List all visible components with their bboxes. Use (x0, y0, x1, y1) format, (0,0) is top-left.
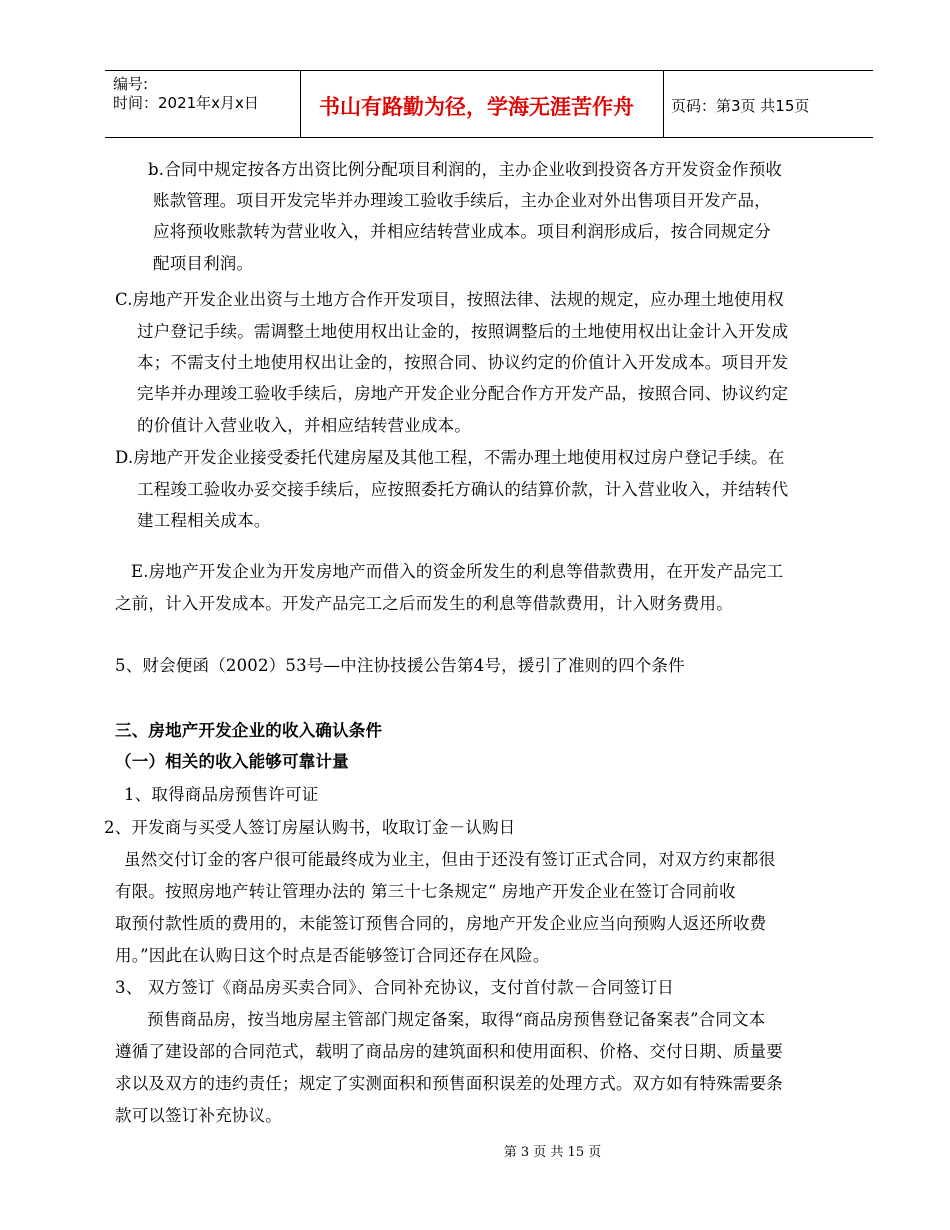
doc-number: 编号: (113, 75, 149, 93)
subsection-1-title: （一）相关的收入能够可靠计量 (115, 752, 349, 771)
doc-time: 时间：2021年x月x日 (113, 94, 259, 112)
paragraph-e-line-1: E.房地产开发企业为开发房地产而借入的资金所发生的利息等借款费用，在开发产品完工 (131, 562, 784, 581)
footer (0, 1141, 950, 1160)
header-page-number: 页码：第3页 共15页 (671, 97, 810, 115)
paragraph-c-line-5: 的价值计入营业收入，并相应结转营业成本。 (137, 416, 471, 435)
paragraph-b-line-2: 账款管理。项目开发完毕并办理竣工验收手续后，主办企业对外出售项目开发产品， (153, 191, 771, 210)
motto: 书山有路勤为径，学海无涯苦作舟 (319, 95, 634, 119)
step-2: 2、开发商与买受人签订房屋认购书，收取订金－认购日 (104, 818, 516, 837)
paragraph-3-line-1: 预售商品房，按当地房屋主管部门规定备案，取得“商品房预售登记备案表”合同文本 (147, 1010, 766, 1029)
paragraph-2-line-1: 虽然交付订金的客户很可能最终成为业主，但由于还没有签订正式合同，对双方约束都很 (124, 850, 776, 869)
paragraph-2-line-3: 取预付款性质的费用的，未能签订预售合同的，房地产开发企业应当向预购人返还所收费 (115, 914, 767, 933)
paragraph-c-line-4: 完毕并办理竣工验收手续后，房地产开发企业分配合作方开发产品，按照合同、协议约定 (137, 384, 789, 403)
paragraph-d-line-1: D.房地产开发企业接受委托代建房屋及其他工程，不需办理土地使用权过房户登记手续。在 (115, 448, 785, 467)
paragraph-c-line-3: 本；不需支付土地使用权出让金的，按照合同、协议约定的价值计入开发成本。项目开发 (137, 353, 789, 372)
paragraph-3-line-4: 款可以签订补充协议。 (115, 1106, 282, 1125)
item-5: 5、财会便函（2002）53号—中注协技援公告第4号，援引了准则的四个条件 (115, 656, 685, 675)
paragraph-e-line-2: 之前，计入开发成本。开发产品完工之后而发生的利息等借款费用，计入财务费用。 (115, 594, 733, 613)
paragraph-b-line-4: 配项目利润。 (153, 254, 254, 273)
footer-page-number: 第 3 页 共 15 页 (503, 1145, 602, 1160)
paragraph-d-line-2: 工程竣工验收办妥交接手续后，应按照委托方确认的结算价款，计入营业收入，并结转代 (137, 480, 789, 499)
header-page-cell (663, 71, 873, 137)
header-meta-cell (105, 71, 300, 137)
step-3: 3、 双方签订《商品房买卖合同》、合同补充协议，支付首付款－合同签订日 (115, 978, 674, 997)
paragraph-d-line-3: 建工程相关成本。 (137, 511, 271, 530)
header-table (105, 70, 873, 138)
header-motto-cell (300, 71, 664, 137)
paragraph-2-line-2: 有限。按照房地产转让管理办法的 第三十七条规定“ 房地产开发企业在签订合同前收 (115, 882, 736, 901)
paragraph-b-line-1: b.合同中规定按各方出资比例分配项目利润的，主办企业收到投资各方开发资金作预收 (148, 160, 783, 179)
section-3-title: 三、房地产开发企业的收入确认条件 (115, 721, 383, 740)
paragraph-2-line-4: 用。”因此在认购日这个时点是否能够签订合同还存在风险。 (115, 946, 550, 965)
paragraph-3-line-2: 遵循了建设部的合同范式，载明了商品房的建筑面积和使用面积、价格、交付日期、质量要 (115, 1042, 783, 1061)
paragraph-c-line-1: C.房地产开发企业出资与土地方合作开发项目，按照法律、法规的规定，应办理土地使用权 (115, 290, 784, 309)
paragraph-c-line-2: 过户登记手续。需调整土地使用权出让金的，按照调整后的土地使用权出让金计入开发成 (137, 322, 789, 341)
paragraph-3-line-3: 求以及双方的违约责任；规定了实测面积和预售面积误差的处理方式。双方如有特殊需要条 (115, 1074, 783, 1093)
step-1: 1、取得商品房预售许可证 (124, 785, 319, 804)
paragraph-b-line-3: 应将预收账款转为营业收入，并相应结转营业成本。项目利润形成后，按合同规定分 (153, 222, 771, 241)
